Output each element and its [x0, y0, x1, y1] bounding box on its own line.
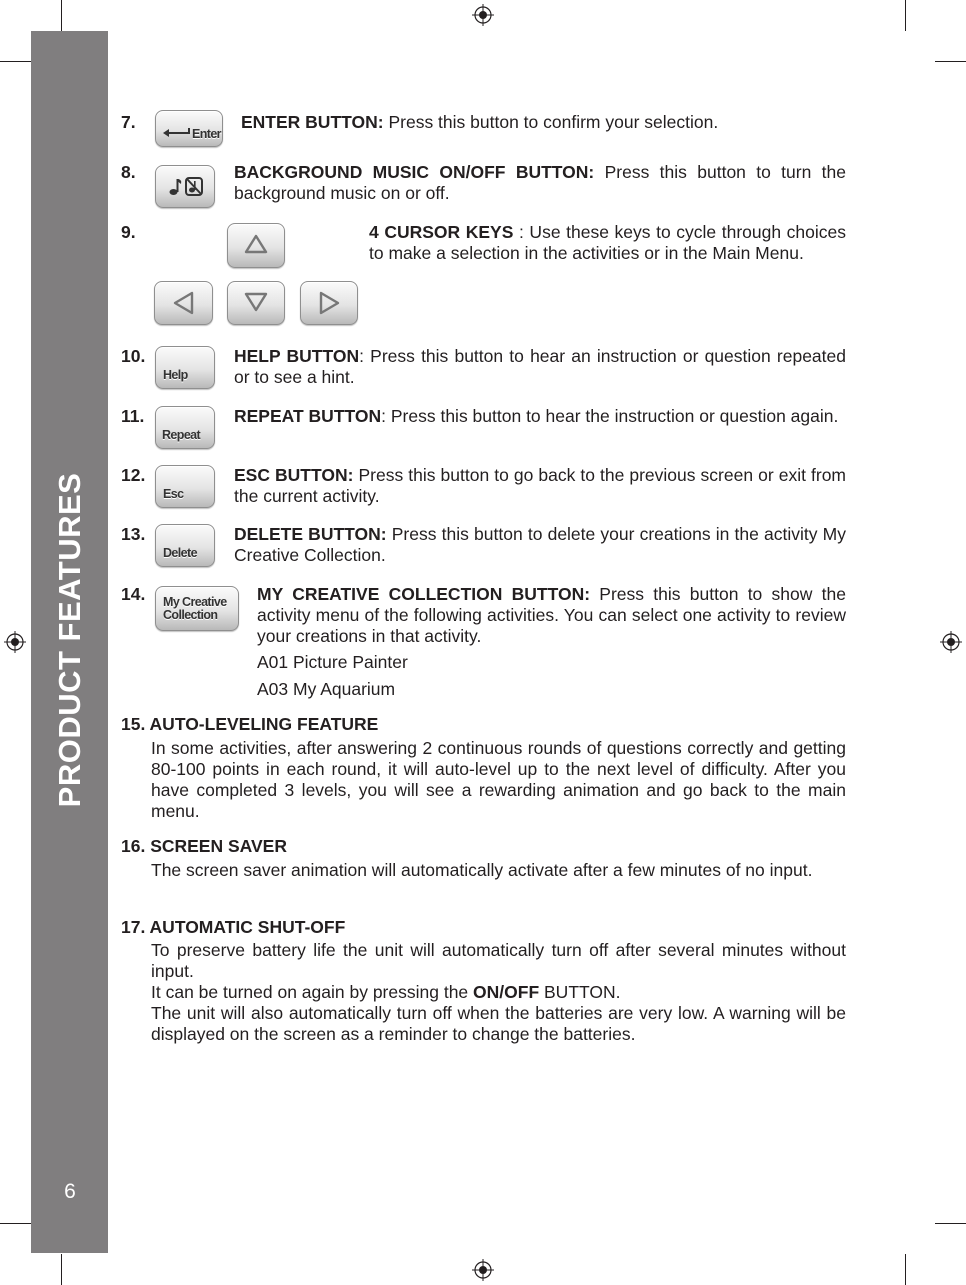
mute-icon — [185, 177, 203, 196]
item-text: : Press this button to hear an instruction or question repeated or to see a hint. — [234, 346, 846, 387]
item-description — [234, 524, 846, 566]
item-text: : Press this button to hear the instruction or question again. — [381, 406, 839, 426]
enter-key-label: Enter — [192, 127, 221, 141]
crop-mark — [935, 61, 966, 62]
activity-list-item: A01 Picture Painter — [257, 652, 408, 672]
cursor-left-key — [154, 281, 213, 325]
repeat-key — [155, 406, 215, 449]
item-number: 8. — [121, 162, 136, 182]
return-arrow-icon — [161, 126, 191, 138]
item-title: 4 CURSOR KEYS — [369, 222, 514, 242]
item-number: 7. — [121, 112, 136, 132]
delete-key-label: Delete — [163, 546, 197, 560]
item-title: REPEAT BUTTON — [234, 406, 382, 426]
section-heading: 15. AUTO-LEVELING FEATURE — [121, 714, 379, 734]
cursor-right-key — [300, 281, 358, 325]
crop-mark — [935, 1223, 966, 1224]
enter-key — [155, 110, 223, 147]
item-description — [234, 406, 846, 427]
section-paragraph: To preserve battery life the unit will automatically turn off after several minutes without input. — [151, 940, 846, 981]
collection-key-label-line2: Collection — [163, 608, 218, 622]
registration-mark-icon — [4, 631, 26, 653]
help-key — [155, 346, 215, 389]
item-description — [257, 584, 846, 647]
cursor-up-key — [227, 223, 285, 268]
item-number: 12. — [121, 465, 146, 485]
onoff-suffix: BUTTON. — [539, 982, 621, 1002]
collection-key-label-line1: My Creative — [163, 595, 227, 609]
crop-mark — [905, 1254, 906, 1285]
crop-mark — [61, 0, 62, 31]
section-paragraph: The screen saver animation will automatically activate after a few minutes of no input. — [151, 860, 813, 880]
item-title: ENTER BUTTON: — [241, 112, 384, 132]
item-number: 11. — [121, 406, 145, 426]
esc-key-label: Esc — [163, 487, 184, 501]
crop-mark — [0, 61, 31, 62]
item-title: HELP BUTTON — [234, 346, 360, 366]
crop-mark — [61, 1254, 62, 1285]
item-title: DELETE BUTTON: — [234, 524, 387, 544]
item-description — [234, 346, 846, 388]
cursor-down-key — [227, 281, 285, 325]
delete-key — [155, 524, 215, 567]
section-title: PRODUCT FEATURES — [52, 472, 87, 808]
item-title: ESC BUTTON: — [234, 465, 354, 485]
section-paragraph — [151, 982, 846, 1003]
item-text: Press this button to delete your creations in the activity My Creative Collection. — [234, 524, 846, 565]
help-key-label: Help — [163, 368, 188, 382]
my-creative-collection-key — [155, 586, 239, 631]
item-description — [241, 112, 851, 133]
item-text: : Use these keys to cycle through choices to make a selection in the activities or in the Main Menu. — [369, 222, 847, 263]
arrow-right-icon — [317, 290, 341, 316]
registration-mark-icon — [472, 4, 494, 26]
page-number: 6 — [64, 1180, 76, 1203]
item-title: BACKGROUND MUSIC ON/OFF BUTTON: — [234, 162, 595, 182]
section-paragraph: In some activities, after answering 2 continuous rounds of questions correctly and getting 80-100 points in each round, it will auto-level up to the next level of difficulty. After you have completed 3 levels, you will see a rewarding animation and go back to the main menu. — [151, 738, 846, 821]
repeat-key-label: Repeat — [162, 428, 201, 442]
item-text: Press this button to confirm your selection. — [383, 112, 719, 132]
item-text: Press this button to turn the background music on or off. — [234, 162, 846, 203]
item-title: MY CREATIVE COLLECTION BUTTON: — [257, 584, 591, 604]
onoff-label: ON/OFF — [473, 982, 540, 1002]
item-number: 9. — [121, 222, 136, 242]
crop-mark — [0, 1223, 31, 1224]
item-text: Press this button to show the activity menu of the following activities. You can select one activity to review your creations in that activity. — [257, 584, 846, 646]
music-note-icon — [169, 177, 183, 196]
section-heading: 16. SCREEN SAVER — [121, 836, 287, 856]
section-paragraph: The unit will also automatically turn off when the batteries are very low. A warning will be displayed on the screen as a reminder to change the batteries. — [151, 1003, 846, 1044]
item-description — [234, 465, 846, 507]
music-toggle-key — [155, 165, 215, 208]
arrow-up-icon — [243, 233, 269, 255]
item-text: Press this button to go back to the previous screen or exit from the current activity. — [234, 465, 846, 506]
item-description — [234, 162, 846, 204]
registration-mark-icon — [472, 1259, 494, 1281]
item-description — [369, 222, 846, 264]
esc-key — [155, 465, 215, 508]
crop-mark — [905, 0, 906, 31]
registration-mark-icon — [940, 631, 962, 653]
arrow-down-icon — [243, 291, 269, 313]
activity-list-item: A03 My Aquarium — [257, 679, 396, 699]
item-number: 14. — [121, 584, 146, 604]
item-number: 13. — [121, 524, 146, 544]
onoff-prefix: It can be turned on again by pressing the — [151, 982, 474, 1002]
arrow-left-icon — [172, 290, 196, 316]
item-number: 10. — [121, 346, 146, 366]
section-heading: 17. AUTOMATIC SHUT-OFF — [121, 917, 346, 937]
